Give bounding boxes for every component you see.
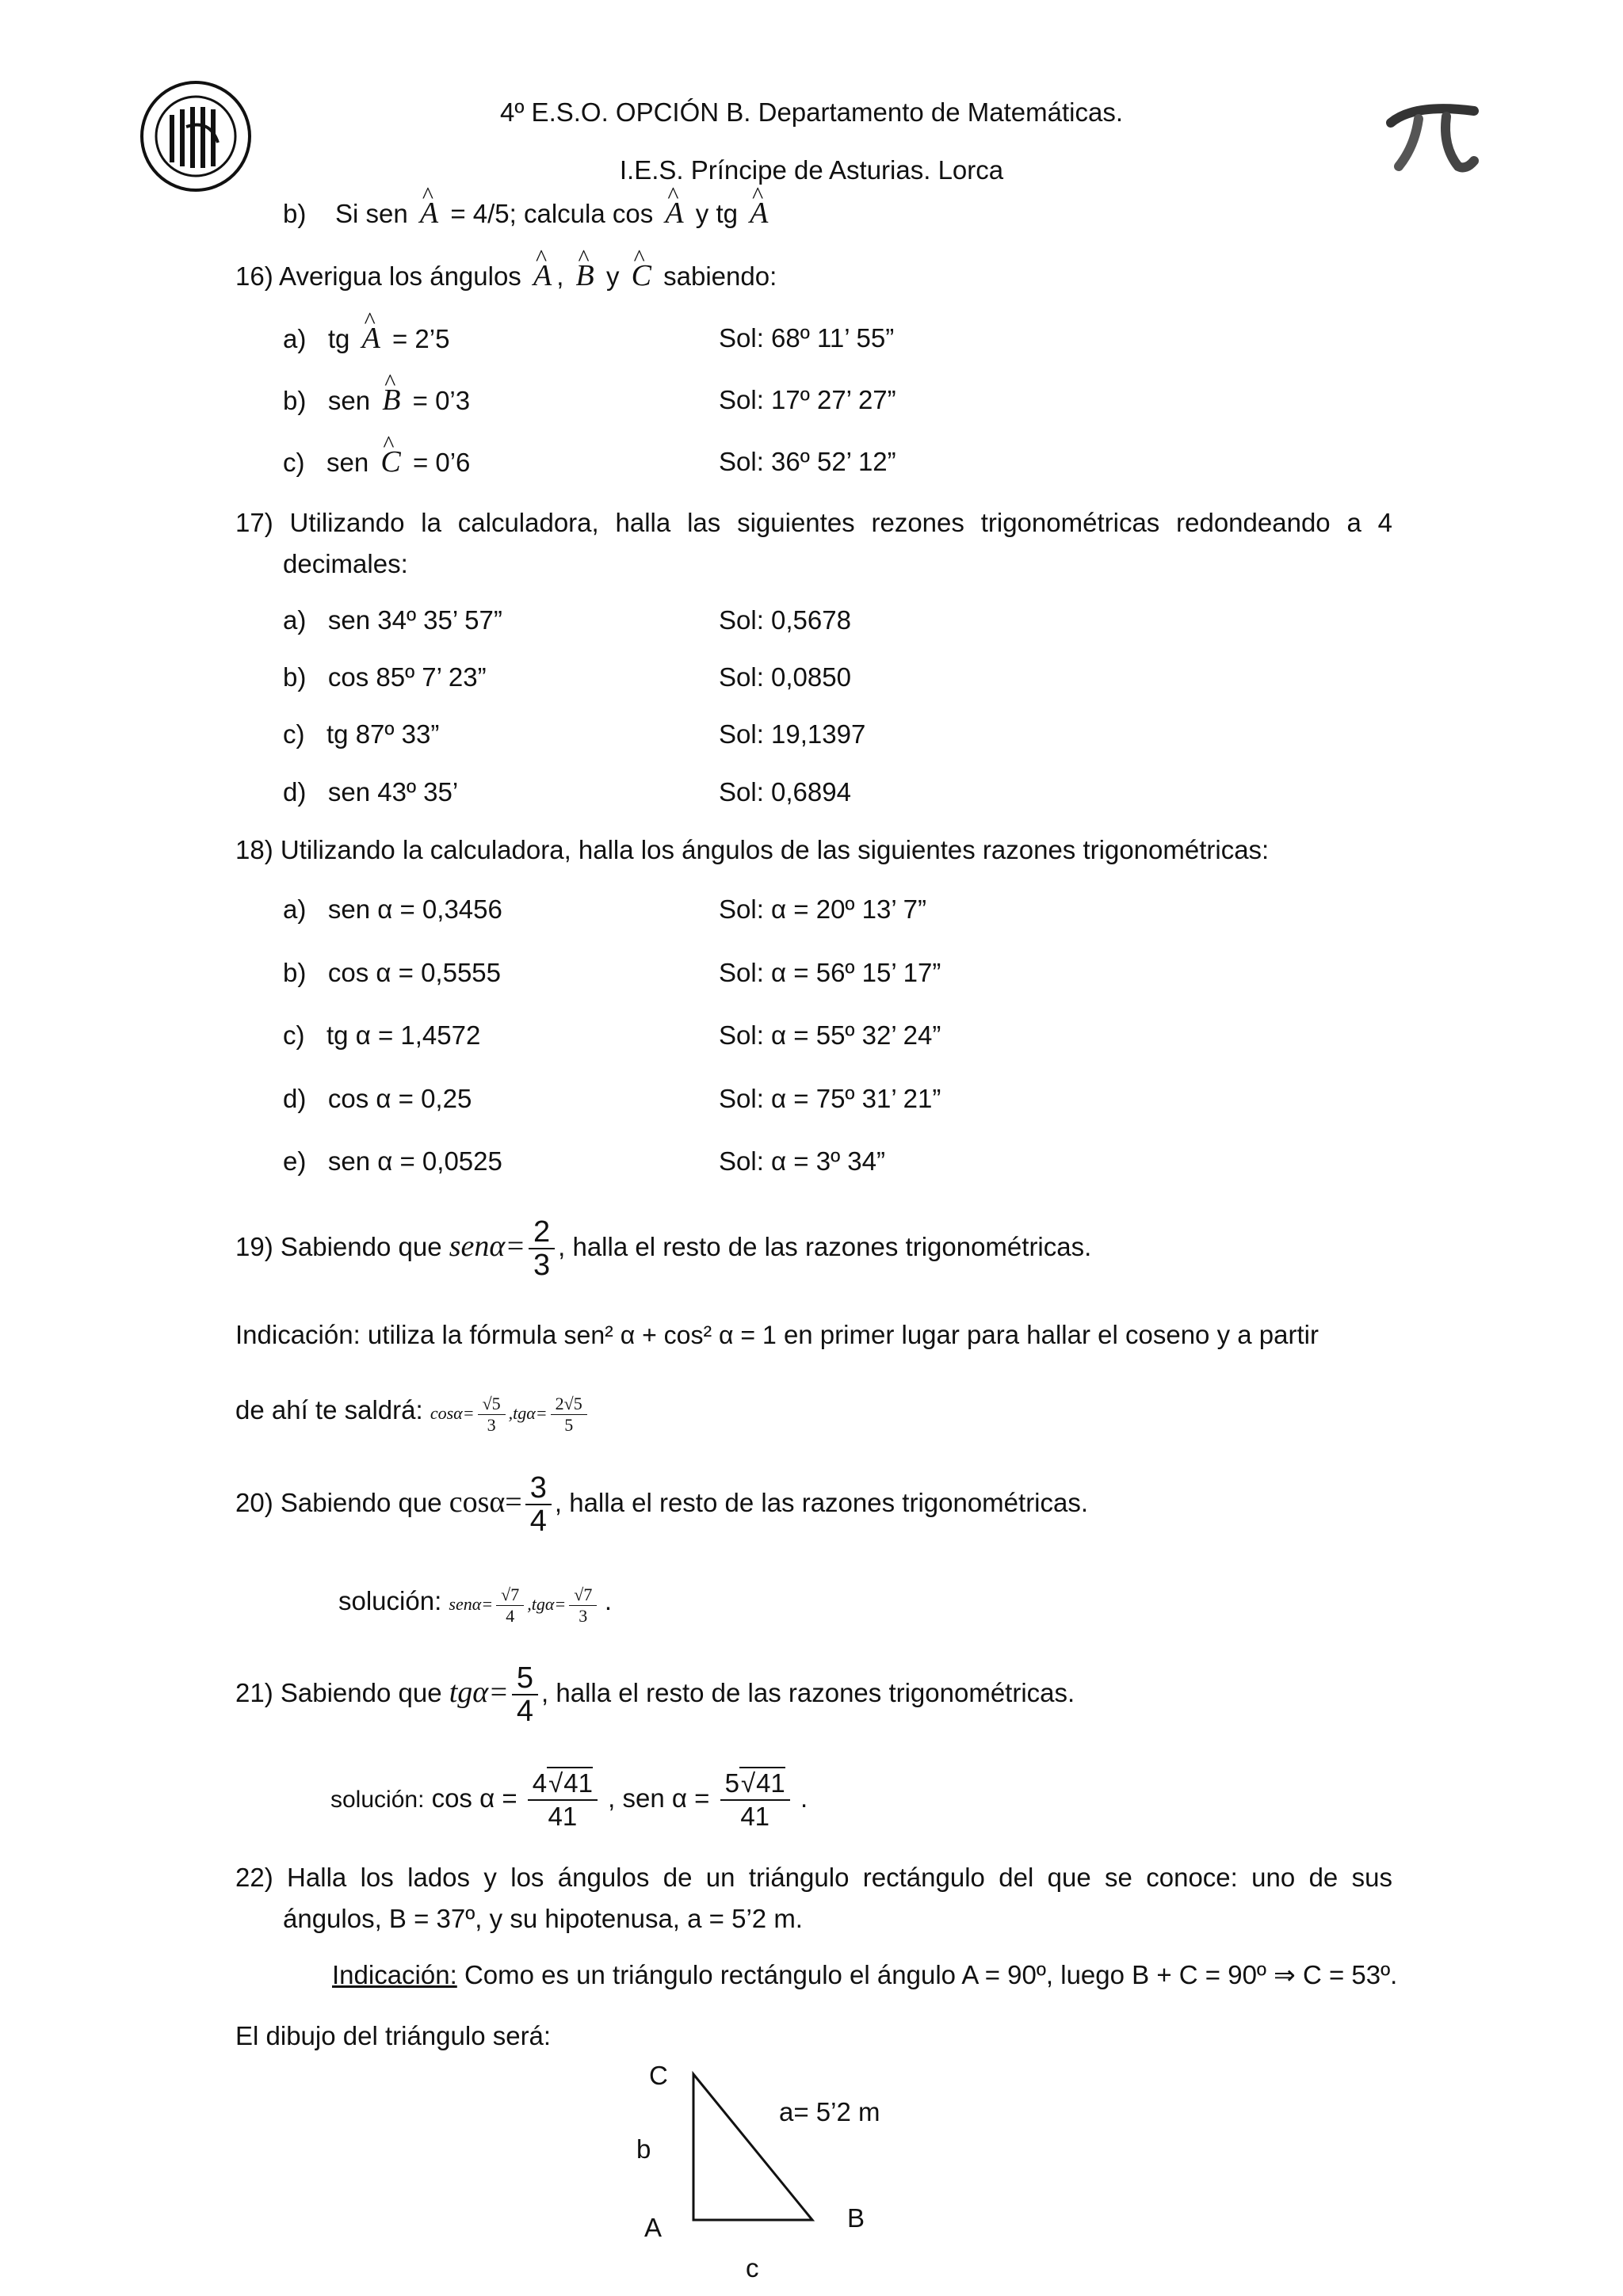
- q20-title: 20) Sabiendo que cosα= $\frac{3}{4}$ , halla el resto de las razones trigonométricas.: [235, 1471, 1089, 1539]
- q21-title: 21) Sabiendo que tgα= $\frac{5}{4}$ , halla el resto de las razones trigonométricas.: [235, 1661, 1075, 1729]
- header-line-1: 4º E.S.O. OPCIÓN B. Departamento de Matemáticas.: [499, 97, 1124, 127]
- q15b-line: b) Si sen ^ A = 4/5; calcula cos ^ A y tg ^ A: [283, 197, 773, 230]
- side-label-c: c: [746, 2253, 759, 2283]
- solution: Sol: α = 56º 15’ 17”: [719, 958, 941, 987]
- q22-line-2: ángulos, B = 37º, y su hipotenusa, a = 5’2 m.: [283, 1904, 803, 1933]
- solution: Sol: α = 75º 31’ 21”: [719, 1084, 941, 1113]
- solution: Sol: α = 20º 13’ 7”: [719, 894, 926, 924]
- solution: Sol: 0,6894: [719, 777, 851, 807]
- q19-title: 19) Sabiendo que senα= $\frac{2}{3}$ , halla el resto de las razones trigonométricas.: [235, 1215, 1092, 1283]
- angle-a-hat: ^ A: [660, 197, 688, 229]
- vertex-label-c: C: [649, 2061, 668, 2090]
- q22-line-1: 22) Halla los lados y los ángulos de un triángulo rectángulo del que se conoce: uno de sus: [235, 1863, 1392, 1892]
- q19-result: de ahí te saldrá: cosα= $\frac{√5}{3}$ ,tgα= $\frac{2√5}{5}$: [235, 1383, 590, 1441]
- side-label-b: b: [636, 2134, 651, 2164]
- angle-a-hat: ^ A: [415, 197, 443, 229]
- list-item: b) cos α = 0,5555: [283, 958, 502, 987]
- solution: Sol: 0,0850: [719, 662, 851, 692]
- list-item: b) cos 85º 7’ 23”: [283, 662, 487, 692]
- vertex-label-a: A: [644, 2213, 663, 2242]
- q22-hint: Indicación: Como es un triángulo rectángulo el ángulo A = 90º, luego B + C = 90º ⇒ C = 53º.: [332, 1960, 1398, 1989]
- solution: Sol: 0,5678: [719, 605, 851, 635]
- q17-line-2: decimales:: [283, 549, 408, 578]
- list-item: c) tg α = 1,4572: [283, 1020, 481, 1050]
- side-label-a: a= 5’2 m: [779, 2097, 880, 2126]
- angle-a-hat: ^ A: [745, 197, 773, 229]
- list-item: a) tg ^ A = 2’5: [283, 322, 449, 355]
- solution: Sol: 36º 52’ 12”: [719, 447, 896, 476]
- q20-solution: solución: senα= $\frac{√7}{4}$ ,tgα= $\frac{√7}{3}$ .: [338, 1585, 612, 1627]
- q19-hint: Indicación: utiliza la fórmula sen² α + cos² α = 1 en primer lugar para hallar el coseno y a partir: [235, 1320, 1319, 1349]
- solution: Sol: 17º 27’ 27”: [719, 385, 896, 414]
- q22-drawing-intro: El dibujo del triángulo será:: [235, 2021, 552, 2050]
- solution: Sol: 19,1397: [719, 719, 866, 749]
- list-item: e) sen α = 0,0525: [283, 1146, 502, 1176]
- list-item: c) tg 87º 33”: [283, 719, 440, 749]
- q16-title: 16) Averigua los ángulos ^ A , ^ B y ^ C sabiendo:: [235, 260, 777, 292]
- list-item: c) sen ^ C = 0’6: [283, 446, 470, 479]
- solution: Sol: α = 3º 34”: [719, 1146, 885, 1176]
- vertex-label-b: B: [847, 2203, 865, 2233]
- list-item: d) cos α = 0,25: [283, 1084, 472, 1113]
- formula: sen² α + cos² α = 1: [563, 1321, 777, 1349]
- solution: Sol: 68º 11’ 55”: [719, 323, 895, 353]
- solution: Sol: α = 55º 32’ 24”: [719, 1020, 941, 1050]
- list-item: d) sen 43º 35’: [283, 777, 459, 807]
- list-item: b) sen ^ B = 0’3: [283, 384, 470, 417]
- q21-solution: solución: cos α = $\frac{4√ 41}{41}$ , sen α = $\frac{5√ 41}{41}$ .: [330, 1760, 808, 1838]
- q17-line-1: 17) Utilizando la calculadora, halla las siguientes rezones trigonométricas redondeando a 4: [235, 508, 1392, 537]
- list-item: a) sen 34º 35’ 57”: [283, 605, 502, 635]
- q18-title: 18) Utilizando la calculadora, halla los ángulos de las siguientes razones trigonométricas:: [235, 835, 1270, 864]
- header-line-2: I.E.S. Príncipe de Asturias. Lorca: [619, 155, 1004, 185]
- list-item: a) sen α = 0,3456: [283, 894, 502, 924]
